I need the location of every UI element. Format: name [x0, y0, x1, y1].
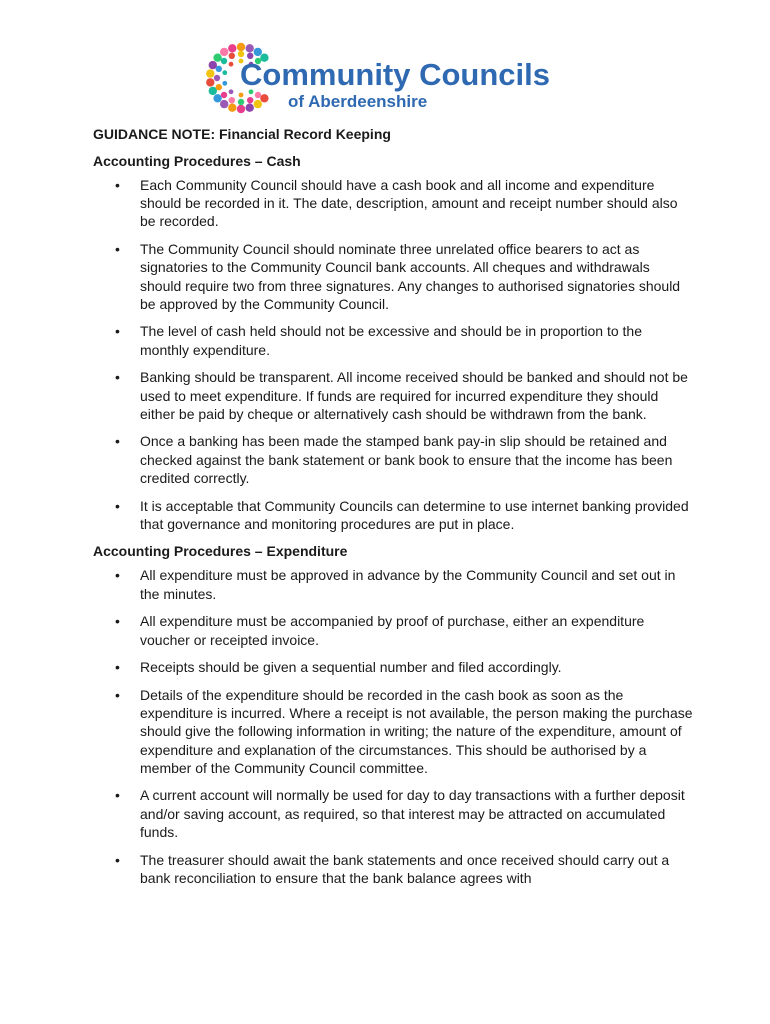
list-item: • All expenditure must be accompanied by proof of purchase, either an expenditure voucher or receipted invoice.	[115, 613, 645, 648]
section-heading-expenditure: Accounting Procedures – Expenditure	[93, 543, 348, 560]
logo-dot	[254, 100, 262, 108]
logo-dot	[216, 66, 222, 72]
logo-dot	[246, 44, 254, 52]
logo-dot	[237, 105, 245, 113]
logo-dot	[238, 99, 244, 105]
logo-dot	[237, 43, 245, 51]
section-expenditure	[93, 542, 693, 887]
logo-subtitle: of Aberdeenshire	[288, 92, 428, 111]
logo-dot	[213, 94, 221, 102]
list-item: • A current account will normally be used for day to day transactions with a further deposit and/or saving account, as required, so that interest may be attracted on accumulated funds.	[115, 787, 685, 840]
logo-dot	[206, 78, 214, 86]
list-item: • The treasurer should await the bank statements and once received should carry out a bank reconciliation to ensure that the bank balance agrees with	[115, 851, 670, 886]
community-councils-logo	[205, 40, 565, 118]
logo-dot	[214, 75, 220, 81]
logo-dot	[255, 92, 261, 98]
list-item: • It is acceptable that Community Councils can determine to use internet banking provided that governance and monitoring procedures are put in place.	[115, 497, 689, 532]
logo-dot	[229, 53, 235, 59]
list-item: • Banking should be transparent. All income received should be banked and should not be used to meet expenditure. If funds are required for incurred expenditure they should either be paid by cheque or alternatively cash should be withdrawn from the bank.	[115, 369, 688, 422]
logo-dot	[228, 104, 236, 112]
list-item: • All expenditure must be approved in advance by the Community Council and set out in the minutes.	[115, 567, 676, 602]
list-item: • The Community Council should nominate three unrelated office bearers to act as signatories to the Community Council bank accounts. All cheques and withdrawals should require two from three signatures. Any changes to authorised signatories should be approved by the Community Council.	[115, 241, 681, 312]
logo-dot	[260, 94, 268, 102]
logo-dot	[221, 58, 227, 64]
logo-dot	[228, 44, 236, 52]
list-item: • Receipts should be given a sequential number and filed accordingly.	[115, 659, 562, 676]
logo-dot	[229, 89, 234, 94]
logo-dot	[213, 54, 221, 62]
logo-dot	[221, 92, 227, 98]
logo-dot	[229, 62, 234, 67]
section-cash	[93, 152, 693, 533]
bullet-list-cash	[93, 176, 693, 533]
logo-dot	[220, 48, 228, 56]
logo-dot	[222, 70, 227, 75]
logo-dot	[222, 81, 227, 86]
logo-dot	[254, 48, 262, 56]
document-body	[93, 123, 693, 897]
logo-dot	[229, 97, 235, 103]
logo-dot	[239, 93, 244, 98]
logo-dot	[220, 100, 228, 108]
logo-dot	[206, 69, 214, 77]
bullet-list-expenditure	[93, 566, 693, 887]
list-item: • Each Community Council should have a cash book and all income and expenditure should be recorded in it. The date, description, amount and receipt number should also be recorded.	[115, 177, 678, 230]
logo-dot	[247, 97, 253, 103]
logo-dot	[246, 104, 254, 112]
list-item: • Once a banking has been made the stamped bank pay-in slip should be retained and checked against the bank statement or bank book to ensure that the income has been credited correctly.	[115, 433, 673, 486]
list-item: • The level of cash held should not be excessive and should be in proportion to the monthly expenditure.	[115, 323, 642, 358]
list-item: • Details of the expenditure should be recorded in the cash book as soon as the expenditure is incurred. Where a receipt is not available, the person making the purchase should give the following information in writing; the nature of the expenditure, amount of expenditure and explanation of the circumstances. This should be authorised by a member of the Community Council committee.	[115, 686, 693, 776]
section-heading-cash: Accounting Procedures – Cash	[93, 153, 301, 169]
document-title: GUIDANCE NOTE: Financial Record Keeping	[93, 126, 391, 142]
logo-title: Community Councils	[240, 57, 551, 92]
logo-dot	[216, 84, 222, 90]
logo-graphic	[205, 40, 565, 118]
